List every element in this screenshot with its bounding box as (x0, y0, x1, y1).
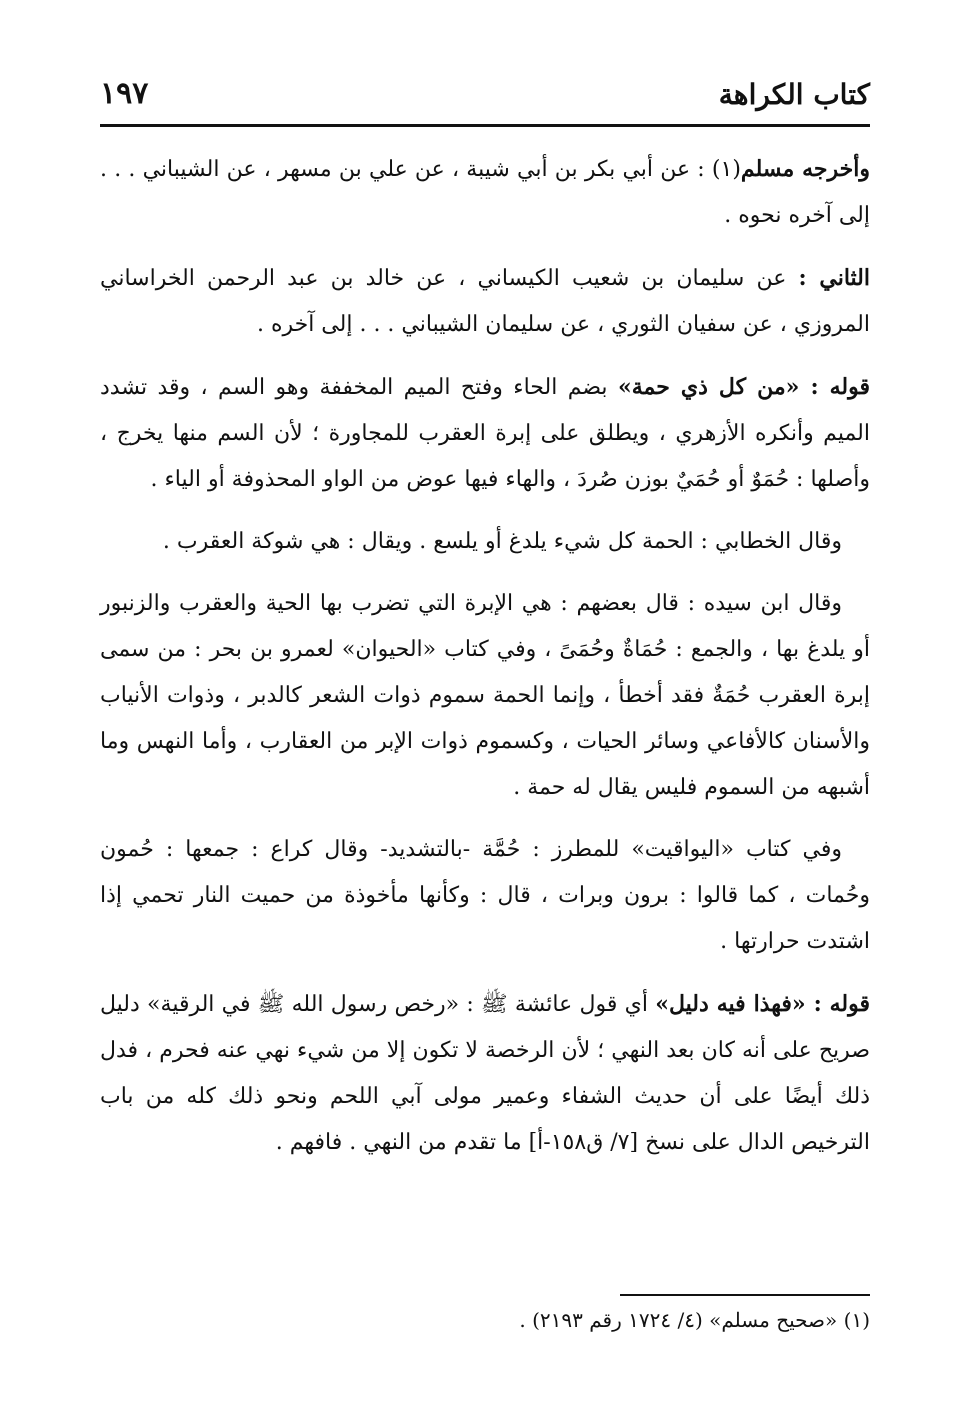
page-number: ١٩٧ (100, 76, 149, 111)
paragraph-5 (100, 581, 870, 811)
paragraph-text: عن سليمان بن شعيب الكيساني ، عن خالد بن عبد الرحمن الخراساني المروزي ، عن سفيان الثوري ، عن سليمان الشيباني . . . إلى آخره . (100, 266, 870, 337)
paragraph-2 (100, 255, 870, 348)
body-text (100, 146, 870, 1182)
paragraph-1 (100, 146, 870, 239)
footnote-divider (620, 1294, 870, 1296)
header-divider (100, 124, 870, 127)
paragraph-text: وفي كتاب «اليواقيت» للمطرز : حُمَّة -بالتشديد- وقال كراع : جمعها : حُمون وحُمات ، كما قالوا : برون وبرات ، قال : وكأنها مأخوذة من حميت النار تحمي إذا اشتدت حرارتها . (100, 837, 870, 954)
paragraph-text: وقال الخطابي : الحمة كل شيء يلدغ أو يلسع . ويقال : هي شوكة العقرب . (162, 529, 842, 554)
paragraph-lead: قوله : «فهذا فيه دليل» (655, 991, 870, 1017)
page-header (100, 74, 870, 124)
paragraph-text: بضم الحاء وفتح الميم المخففة وهو السم ، وقد تشدد الميم وأنكره الأزهري ، ويطلق على إبرة العقرب للمجاورة ؛ لأن السم منها يخرج ، وأصلها : حُمَوٌ أو حُمَيٌ بوزن صُردَ ، والهاء فيها عوض من الواو المحذوفة أو الياء . (100, 375, 870, 492)
paragraph-text: وقال ابن سيده : قال بعضهم : هي الإبرة التي تضرب بها الحية والعقرب والزنبور أو يلدغ بها ، والجمع : حُمَاةٌ وحُمَىً ، وفي كتاب «الحيوان» لعمرو بن بحر : من سمى إبرة العقرب حُمَةٌ فقد أخطأ ، وإنما الحمة سموم ذوات الشعر كالدبر ، وذوات الأنياب والأسنان كالأفاعي وسائر الحيات ، وكسموم ذوات الإبر من العقارب ، وأما النهس وما أشبهه من السموم فليس يقال له حمة . (100, 591, 871, 800)
paragraph-lead: وأخرجه مسلم (740, 156, 870, 182)
paragraph-4 (100, 519, 870, 565)
paragraph-3 (100, 364, 870, 503)
book-title: كتاب الكراهة (718, 78, 870, 111)
paragraph-text: أي قول عائشة ﷺ : «رخص رسول الله ﷺ في الرقية» دليل صريح على أنه كان بعد النهي ؛ لأن الرخصة لا تكون إلا من شيء نهي عنه فحرم ، فدل ذلك أيضًا على أن حديث الشفاء وعمير مولى آبي اللحم ونحو ذلك كله من باب الترخيص الدال على نسخ [٧/ ق١٥٨-أ] ما تقدم من النهي . فافهم . (100, 992, 870, 1155)
paragraph-7 (100, 981, 870, 1166)
paragraph-6 (100, 827, 870, 965)
paragraph-text: (١) : عن أبي بكر بن أبي شيبة ، عن علي بن مسهر ، عن الشيباني . . . إلى آخره نحوه . (100, 157, 870, 228)
footnote: (١) «صحيح مسلم» (٤/ ١٧٢٤ رقم ٢١٩٣) . (519, 1308, 870, 1332)
paragraph-lead: قوله : «من كل ذي حمة» (617, 374, 871, 400)
paragraph-lead: الثاني : (798, 265, 870, 291)
